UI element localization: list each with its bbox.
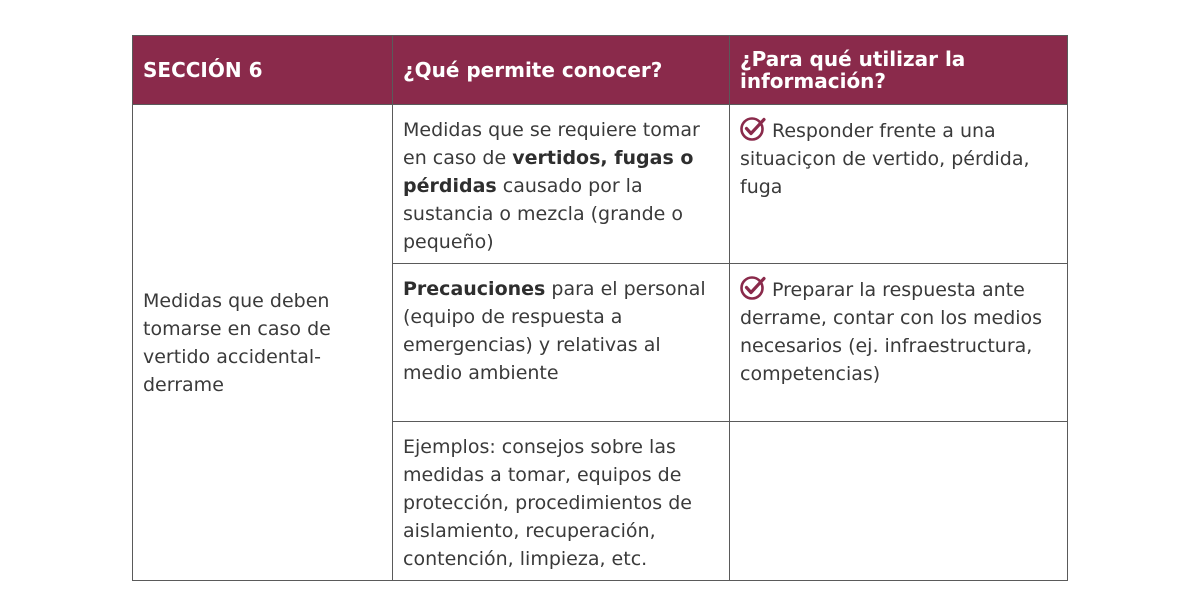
header-what-to-use-for: ¿Para qué utilizar la información? — [730, 36, 1068, 105]
knowledge-text-rest: para el personal (equipo de respuesta a emergencias) y relativas al medio ambiente — [403, 278, 706, 384]
table-row — [133, 105, 1068, 264]
use-cell — [730, 264, 1068, 422]
knowledge-text-rest: causado por la sustancia o mezcla (grande o pequeño) — [403, 175, 684, 253]
header-row — [133, 36, 1068, 105]
knowledge-text: Medidas que se requiere tomar en caso de — [403, 119, 700, 169]
header-what-it-tells: ¿Qué permite conocer? — [393, 36, 730, 105]
use-cell — [730, 105, 1068, 264]
knowledge-bold-text: Precauciones — [403, 278, 546, 300]
section-description-cell: Medidas que deben tomarse en caso de vertido accidental-derrame — [133, 105, 393, 581]
use-text: Responder frente a una situaciçon de vertido, pérdida, fuga — [740, 120, 1030, 198]
knowledge-cell — [393, 422, 730, 581]
use-text: Preparar la respuesta ante derrame, contar con los medios necesarios (ej. infraestructura, competencias) — [740, 279, 1043, 385]
check-circle-icon — [740, 116, 766, 142]
knowledge-cell — [393, 105, 730, 264]
knowledge-cell — [393, 264, 730, 422]
header-section: SECCIÓN 6 — [133, 36, 393, 105]
section-6-table — [132, 35, 1068, 581]
knowledge-text: Ejemplos: consejos sobre las medidas a tomar, equipos de protección, procedimientos de aislamiento, recuperación, contención, limpieza, etc. — [403, 436, 692, 570]
use-cell-empty — [730, 422, 1068, 581]
knowledge-bold-text: vertidos, fugas o pérdidas — [403, 147, 694, 197]
check-circle-icon — [740, 275, 766, 301]
